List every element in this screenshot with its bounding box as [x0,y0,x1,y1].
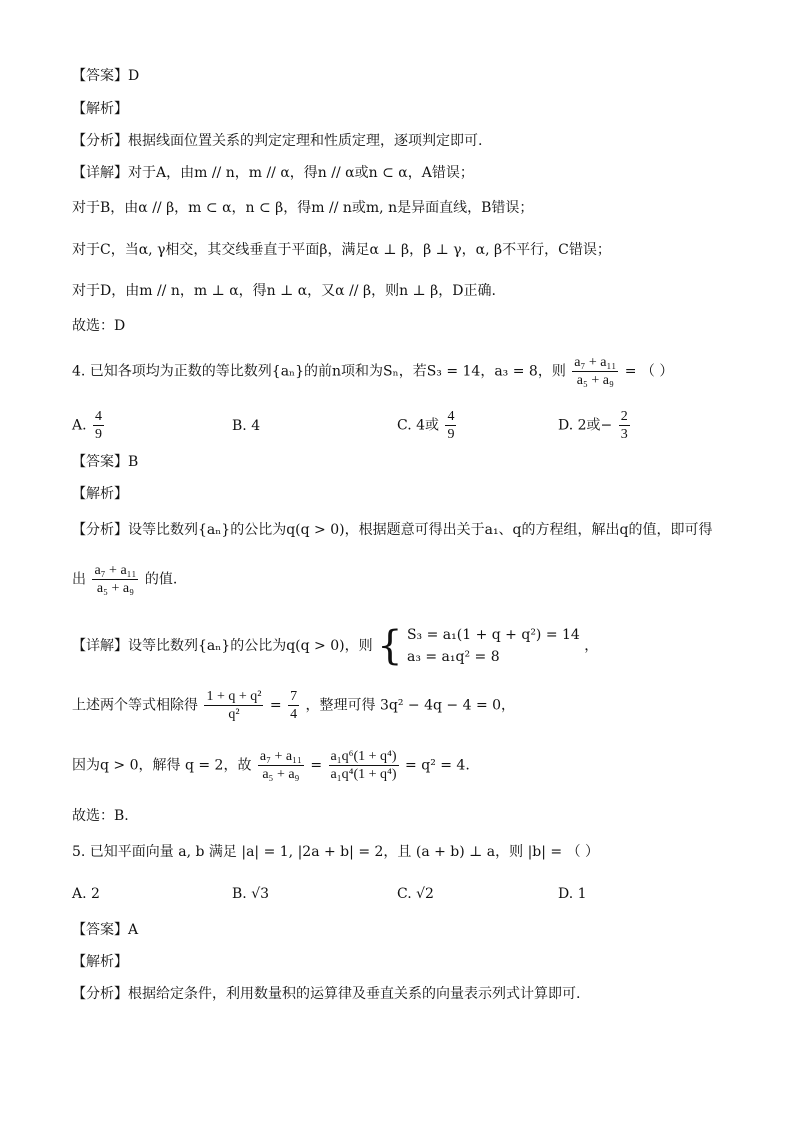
q4-option-a [72,408,106,443]
q4-option-a-den: 9 [95,427,103,442]
q4-option-d-frac [619,408,630,443]
q4-fenxi-2-num: a₇ + a₁₁ [94,563,137,578]
q4-step2-post: ，整理可得 3q² − 4q − 4 = 0， [305,697,516,714]
q4-step3-pre: 因为q > 0，解得 q = 2，故 [72,757,252,774]
q4-detail [72,624,598,668]
q4-step3-den-1: a₅ + a₉ [262,767,300,782]
q4-step2-den: q² [228,707,240,722]
q4-answer: 【答案】B [72,454,139,470]
q4-option-d [558,408,632,443]
q4-option-c [397,408,458,443]
q4-option-a-frac [93,408,104,443]
q5-fenxi: 【分析】根据给定条件，利用数量积的运算律及垂直关系的向量表示列式计算即可. [72,986,581,1002]
q4-fenxi-2-den: a₅ + a₉ [96,581,134,596]
q4-fenxi-2-post: 的值. [144,571,178,588]
q3-choose: 故选：D [72,318,126,334]
q4-ratio-den: a₅ + a₉ [576,373,614,388]
q4-option-a-label: A. [72,417,87,434]
q4-step2-frac [204,688,263,723]
q4-choose: 故选：B. [72,808,129,824]
q3-detail-d: 对于D，由m // n，m ⊥ α，得n ⊥ α，又α // β，则n ⊥ β，D正确. [72,283,496,299]
q4-detail-post: ， [584,638,599,654]
q4-fenxi-2-pre: 出 [72,571,86,588]
q4-option-c-num: 4 [447,409,455,424]
q4-option-d-label: D. 2或− [558,417,613,434]
q4-stem-end: = （ ） [624,363,674,380]
q4-step2-rden: 4 [290,707,298,722]
q4-step3-num-2: a₁q⁶(1 + q⁴) [330,749,397,764]
q4-step3-den-2: a₁q⁴(1 + q⁴) [330,767,397,782]
q4-jiexi: 【解析】 [72,486,128,502]
q4-fenxi-2-frac [92,562,138,597]
q4-step2-eq: = [269,697,282,714]
q4-option-c-frac [445,408,456,443]
q4-equation-1: S₃ = a₁(1 + q + q²) = 14 [406,627,580,643]
q4-step3-frac-1 [258,748,304,783]
q4-fenxi-2 [72,562,177,597]
q4-step3 [72,748,470,783]
q4-system-brace: { [377,623,403,669]
q4-option-c-den: 9 [447,427,455,442]
q4-stem [72,354,673,389]
q4-option-b: B. 4 [232,418,261,434]
q3-fenxi: 【分析】根据线面位置关系的判定定理和性质定理，逐项判定即可. [72,133,483,149]
q4-option-d-den: 3 [620,427,628,442]
q4-options [72,408,722,448]
q5-option-d: D. 1 [558,886,587,902]
q4-step2 [72,688,515,723]
q3-detail-b: 对于B，由α // β，m ⊂ α，n ⊂ β，得m // n或m, n是异面直线，B错误； [72,200,534,216]
q4-step3-post: = q² = 4. [405,757,470,774]
q5-option-b: B. √3 [232,886,270,902]
q5-answer: 【答案】A [72,922,139,938]
q4-equation-2: a₃ = a₁q² = 8 [406,649,500,665]
q5-stem: 5. 已知平面向量 a, b 满足 |a| = 1, |2a + b| = 2，且 (a + b) ⊥ a，则 |b| = （ ） [72,844,600,860]
q5-jiexi: 【解析】 [72,954,128,970]
q4-step3-num-1: a₇ + a₁₁ [259,749,302,764]
q3-detail-c: 对于C，当α, γ相交，其交线垂直于平面β，满足α ⊥ β，β ⊥ γ，α, β不平行，C错误； [72,242,611,258]
q4-step2-num: 1 + q + q² [206,689,262,704]
q4-detail-pre: 【详解】设等比数列{aₙ}的公比为q(q > 0)，则 [72,638,373,654]
q4-option-c-label: C. 4或 [397,417,440,434]
q4-step3-frac-2 [329,748,399,783]
q4-stem-text: 4. 已知各项均为正数的等比数列{aₙ}的前n项和为Sₙ，若S₃ = 14，a₃ = 8，则 [72,363,566,380]
q3-jiexi: 【解析】 [72,101,128,117]
q4-step3-eq: = [310,757,323,774]
q5-option-a: A. 2 [72,886,100,902]
q4-step2-pre: 上述两个等式相除得 [72,697,198,714]
q4-step2-rfrac [288,688,299,723]
q3-detail-a: 【详解】对于A，由m // n，m // α，得n // α或n ⊂ α，A错误； [72,165,474,181]
q4-step2-rnum: 7 [290,689,298,704]
q4-equation-system [407,624,580,668]
q4-fenxi-1: 【分析】设等比数列{aₙ}的公比为q(q > 0)，根据题意可得出关于a₁、q的方程组，解出q的值，即可得 [72,522,713,538]
q4-ratio-num: a₇ + a₁₁ [574,355,617,370]
q5-options [72,884,722,906]
q4-ratio-fraction [572,354,618,389]
q4-option-a-num: 4 [95,409,103,424]
q5-option-c: C. √2 [397,886,434,902]
q4-option-d-num: 2 [620,409,628,424]
q3-answer: 【答案】D [72,68,140,84]
